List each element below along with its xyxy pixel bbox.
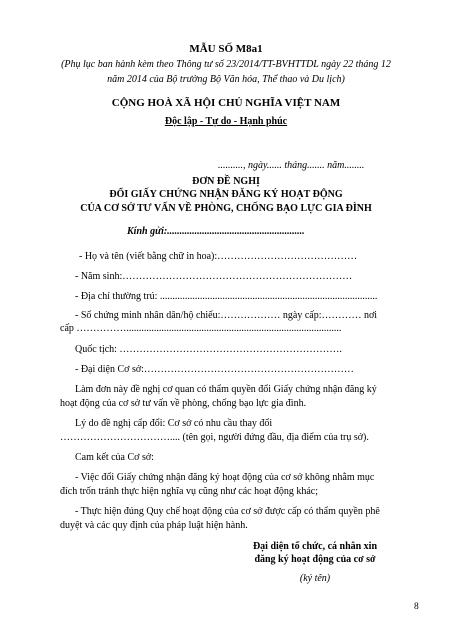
title-line-2: ĐỔI GIẤY CHỨNG NHẬN ĐĂNG KÝ HOẠT ĐỘNG <box>109 189 343 200</box>
signature-note: (ký tên) <box>299 573 331 584</box>
annex-line-1: (Phụ lục ban hành kèm theo Thông tư số 23/2014/TT-BVHTTDL ngày 22 tháng 12 <box>61 59 391 70</box>
commit-1-line-2: đích trốn tránh thực hiện nghĩa vụ cũng như các hoạt động khác; <box>60 486 318 497</box>
field-address: - Địa chỉ thường trú: ....................................................................................... <box>75 291 378 302</box>
reason-line-1: Lý do đề nghị cấp đổi: Cơ sở có nhu cầu thay đổi <box>75 418 273 429</box>
commit-intro: Cam kết của Cơ sở: <box>75 452 154 463</box>
request-line-2: hoạt động của cơ sở tư vấn về phòng, chống bạo lực gia đình. <box>60 398 307 409</box>
signature-title-1: Đại diện tổ chức, cá nhân xin <box>252 541 378 552</box>
commit-1-line-1: - Việc đổi Giấy chứng nhận đăng ký hoạt động của cơ sở không nhằm mục <box>75 472 375 483</box>
field-birth-year: - Năm sinh:…………………………………………………………… <box>75 271 353 282</box>
field-nationality: Quốc tịch: …………………………………………………………. <box>75 344 342 355</box>
form-code: MẪU SỐ M8a1 <box>189 43 263 55</box>
page-number: 8 <box>414 602 419 612</box>
date-line: .........., ngày...... tháng....... năm........ <box>218 160 365 171</box>
field-id-place: cấp ……………...................................................................................... <box>60 323 342 334</box>
recipient-line: Kính gửi:....................................................... <box>127 226 305 237</box>
field-id-number: - Số chứng minh nhân dân/hộ chiếu:……………… ngày cấp:………… nơi <box>75 310 378 321</box>
signature-title-2: đăng ký hoạt động của cơ sở <box>254 554 376 565</box>
reason-line-2: …………………………….... (tên gọi, người đứng đầu, địa điểm của trụ sở). <box>60 432 369 443</box>
field-representative: - Đại diện Cơ sở:……………………………………………………… <box>75 364 354 375</box>
country-name: CỘNG HOÀ XÃ HỘI CHỦ NGHĨA VIỆT NAM <box>111 97 341 109</box>
field-full-name: - Họ và tên (viết bằng chữ in hoa):…………………………………… <box>79 251 358 262</box>
national-motto <box>0 116 452 128</box>
commit-2-line-2: duyệt và các quy định của pháp luật hiện hành. <box>60 520 248 531</box>
annex-line-2: năm 2014 của Bộ trưởng Bộ Văn hóa, Thể thao và Du lịch) <box>107 74 345 85</box>
title-line-1: ĐƠN ĐỀ NGHỊ <box>192 176 260 187</box>
request-line-1: Làm đơn này đề nghị cơ quan có thẩm quyền đổi Giấy chứng nhận đăng ký <box>75 384 377 395</box>
commit-2-line-1: - Thực hiện đúng Quy chế hoạt động của cơ sở được cấp có thẩm quyền phê <box>75 506 380 517</box>
motto-text: Độc lập - Tự do - Hạnh phúc <box>164 116 288 127</box>
title-line-3: CỦA CƠ SỞ TƯ VẤN VỀ PHÒNG, CHỐNG BẠO LỰC GIA ĐÌNH <box>80 203 372 214</box>
